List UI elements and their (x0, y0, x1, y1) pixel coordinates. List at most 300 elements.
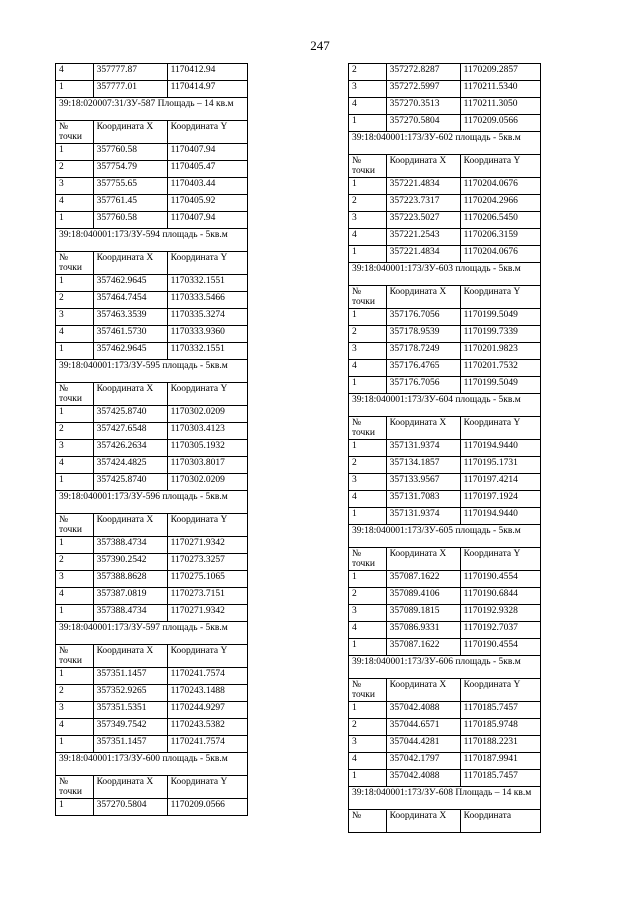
coordinate-x-cell: 357272.5997 (386, 81, 460, 98)
table-row (56, 343, 248, 360)
header-coordinate-y-cell: Координата (460, 810, 540, 833)
point-number-cell: 2 (56, 161, 94, 178)
header-point-number-cell: № точки (349, 155, 387, 178)
point-number-cell: 4 (56, 588, 94, 605)
parcel-title-row (349, 394, 541, 417)
header-coordinate-x-cell: Координата X (93, 776, 167, 799)
table-row (349, 360, 541, 377)
point-number-cell: 2 (56, 423, 94, 440)
point-number-cell: 1 (349, 115, 387, 132)
coordinate-y-cell: 1170211.3050 (460, 98, 540, 115)
point-number-cell: 4 (349, 753, 387, 770)
point-number-cell: 2 (349, 64, 387, 81)
coordinate-x-cell: 357131.9374 (386, 440, 460, 457)
coordinate-y-cell: 1170271.9342 (167, 605, 247, 622)
coordinate-x-cell: 357176.7056 (386, 377, 460, 394)
parcel-title: 39:18:040001:173/ЗУ-597 площадь - 5кв.м (56, 622, 248, 645)
table-header-row (56, 514, 248, 537)
left-column (55, 63, 248, 816)
coordinate-x-cell: 357387.0819 (93, 588, 167, 605)
coordinate-x-cell: 357390.2542 (93, 554, 167, 571)
coordinate-x-cell: 357388.4734 (93, 605, 167, 622)
coordinate-y-cell: 1170335.3274 (167, 309, 247, 326)
table-header-row (349, 417, 541, 440)
left-coordinates-table (55, 63, 248, 816)
coordinate-x-cell: 357176.4765 (386, 360, 460, 377)
point-number-cell: 3 (349, 343, 387, 360)
header-coordinate-x-cell: Координата X (93, 252, 167, 275)
table-row (56, 309, 248, 326)
coordinate-y-cell: 1170206.5450 (460, 212, 540, 229)
coordinate-y-cell: 1170204.2966 (460, 195, 540, 212)
header-coordinate-x-cell: Координата X (386, 548, 460, 571)
point-number-cell: 4 (56, 326, 94, 343)
table-row (56, 161, 248, 178)
coordinate-y-cell: 1170405.47 (167, 161, 247, 178)
point-number-cell: 3 (56, 440, 94, 457)
header-point-number-cell: № точки (56, 383, 94, 406)
coordinate-y-cell: 1170407.94 (167, 212, 247, 229)
point-number-cell: 1 (56, 212, 94, 229)
coordinate-x-cell: 357425.8740 (93, 406, 167, 423)
parcel-title: 39:18:040001:173/ЗУ-603 площадь - 5кв.м (349, 263, 541, 286)
coordinate-x-cell: 357270.5804 (93, 799, 167, 816)
coordinate-y-cell: 1170190.4554 (460, 639, 540, 656)
point-number-cell: 1 (56, 144, 94, 161)
page-number: 247 (310, 38, 330, 53)
table-row (349, 508, 541, 525)
point-number-cell: 2 (56, 292, 94, 309)
point-number-cell: 1 (349, 178, 387, 195)
header-point-number-cell: № точки (56, 776, 94, 799)
coordinate-x-cell: 357777.01 (93, 81, 167, 98)
table-row (56, 275, 248, 292)
coordinate-x-cell: 357044.4281 (386, 736, 460, 753)
header-coordinate-x-cell: Координата X (386, 286, 460, 309)
table-row (56, 212, 248, 229)
point-number-cell: 1 (56, 537, 94, 554)
table-row (349, 571, 541, 588)
point-number-cell: 1 (349, 246, 387, 263)
coordinate-y-cell: 1170241.7574 (167, 736, 247, 753)
header-coordinate-x-cell: Координата X (93, 514, 167, 537)
table-header-row (56, 383, 248, 406)
header-coordinate-y-cell: Координата Y (460, 286, 540, 309)
header-coordinate-y-cell: Координата Y (167, 252, 247, 275)
coordinate-x-cell: 357349.7542 (93, 719, 167, 736)
coordinate-y-cell: 1170244.9297 (167, 702, 247, 719)
table-header-row (56, 776, 248, 799)
point-number-cell: 1 (56, 81, 94, 98)
point-number-cell: 1 (56, 406, 94, 423)
coordinate-x-cell: 357042.4088 (386, 770, 460, 787)
point-number-cell: 1 (349, 440, 387, 457)
coordinate-x-cell: 357223.7317 (386, 195, 460, 212)
coordinate-y-cell: 1170190.4554 (460, 571, 540, 588)
table-row (56, 326, 248, 343)
coordinate-x-cell: 357777.87 (93, 64, 167, 81)
table-header-row (349, 548, 541, 571)
header-coordinate-x-cell: Координата X (386, 810, 460, 833)
coordinate-y-cell: 1170204.0676 (460, 178, 540, 195)
table-row (56, 144, 248, 161)
table-row (56, 799, 248, 816)
header-coordinate-x-cell: Координата X (386, 679, 460, 702)
coordinate-y-cell: 1170241.7574 (167, 668, 247, 685)
coordinate-y-cell: 1170192.7037 (460, 622, 540, 639)
coordinate-y-cell: 1170187.9941 (460, 753, 540, 770)
table-row (349, 457, 541, 474)
header-coordinate-x-cell: Координата X (93, 645, 167, 668)
coordinate-x-cell: 357178.9539 (386, 326, 460, 343)
coordinate-x-cell: 357388.8628 (93, 571, 167, 588)
table-row (56, 292, 248, 309)
point-number-cell: 1 (349, 702, 387, 719)
coordinate-x-cell: 357044.6571 (386, 719, 460, 736)
point-number-cell: 4 (56, 195, 94, 212)
coordinate-y-cell: 1170302.0209 (167, 406, 247, 423)
header-coordinate-x-cell: Координата X (386, 417, 460, 440)
table-row (349, 309, 541, 326)
table-row (349, 195, 541, 212)
header-coordinate-y-cell: Координата Y (460, 155, 540, 178)
coordinate-x-cell: 357760.58 (93, 144, 167, 161)
coordinate-x-cell: 357223.5027 (386, 212, 460, 229)
coordinate-x-cell: 357462.9645 (93, 343, 167, 360)
coordinate-x-cell: 357270.5804 (386, 115, 460, 132)
coordinate-x-cell: 357086.9331 (386, 622, 460, 639)
parcel-title-row (349, 656, 541, 679)
coordinate-y-cell: 1170195.1731 (460, 457, 540, 474)
header-point-number-cell: № точки (349, 417, 387, 440)
table-row (56, 423, 248, 440)
point-number-cell: 4 (56, 64, 94, 81)
coordinate-x-cell: 357462.9645 (93, 275, 167, 292)
point-number-cell: 1 (349, 770, 387, 787)
table-row (56, 178, 248, 195)
parcel-title: 39:18:040001:173/ЗУ-602 площадь - 5кв.м (349, 132, 541, 155)
coordinate-y-cell: 1170199.7339 (460, 326, 540, 343)
table-row (56, 668, 248, 685)
coordinate-x-cell: 357464.7454 (93, 292, 167, 309)
table-header-row (349, 286, 541, 309)
coordinate-y-cell: 1170303.4123 (167, 423, 247, 440)
parcel-title-row (349, 263, 541, 286)
coordinate-y-cell: 1170188.2231 (460, 736, 540, 753)
table-row (56, 81, 248, 98)
point-number-cell: 1 (56, 668, 94, 685)
coordinate-y-cell: 1170185.9748 (460, 719, 540, 736)
point-number-cell: 2 (56, 685, 94, 702)
table-header-row (349, 810, 541, 833)
table-header-row (56, 645, 248, 668)
point-number-cell: 1 (56, 736, 94, 753)
header-point-number-cell: № точки (349, 548, 387, 571)
coordinate-y-cell: 1170275.1065 (167, 571, 247, 588)
point-number-cell: 3 (349, 605, 387, 622)
header-point-number-cell: № точки (56, 252, 94, 275)
parcel-title: 39:18:040001:173/ЗУ-594 площадь - 5кв.м (56, 229, 248, 252)
table-row (349, 115, 541, 132)
point-number-cell: 1 (349, 309, 387, 326)
point-number-cell: 3 (349, 736, 387, 753)
coordinate-x-cell: 357754.79 (93, 161, 167, 178)
coordinate-y-cell: 1170201.9823 (460, 343, 540, 360)
coordinate-x-cell: 357131.7083 (386, 491, 460, 508)
coordinate-x-cell: 357351.1457 (93, 736, 167, 753)
coordinate-y-cell: 1170209.0566 (460, 115, 540, 132)
point-number-cell: 2 (349, 719, 387, 736)
parcel-title-row (56, 753, 248, 776)
header-coordinate-y-cell: Координата Y (167, 121, 247, 144)
table-header-row (349, 679, 541, 702)
point-number-cell: 1 (349, 377, 387, 394)
table-row (349, 474, 541, 491)
header-coordinate-y-cell: Координата Y (167, 514, 247, 537)
table-row (56, 474, 248, 491)
point-number-cell: 1 (56, 605, 94, 622)
point-number-cell: 3 (56, 571, 94, 588)
table-row (349, 377, 541, 394)
coordinate-y-cell: 1170243.1488 (167, 685, 247, 702)
coordinate-x-cell: 357463.3539 (93, 309, 167, 326)
point-number-cell: 4 (56, 719, 94, 736)
coordinate-x-cell: 357388.4734 (93, 537, 167, 554)
coordinate-x-cell: 357272.8287 (386, 64, 460, 81)
table-row (56, 571, 248, 588)
coordinate-y-cell: 1170197.4214 (460, 474, 540, 491)
coordinate-y-cell: 1170305.1932 (167, 440, 247, 457)
parcel-title-row (349, 132, 541, 155)
header-coordinate-x-cell: Координата X (93, 121, 167, 144)
coordinate-y-cell: 1170204.0676 (460, 246, 540, 263)
coordinate-x-cell: 357176.7056 (386, 309, 460, 326)
coordinate-y-cell: 1170199.5049 (460, 309, 540, 326)
point-number-cell: 4 (56, 457, 94, 474)
point-number-cell: 1 (349, 571, 387, 588)
parcel-title: 39:18:040001:173/ЗУ-595 площадь - 5кв.м (56, 360, 248, 383)
table-row (349, 605, 541, 622)
coordinate-y-cell: 1170414.97 (167, 81, 247, 98)
table-row (56, 64, 248, 81)
point-number-cell: 1 (56, 474, 94, 491)
table-row (56, 719, 248, 736)
table-row (349, 246, 541, 263)
coordinate-y-cell: 1170302.0209 (167, 474, 247, 491)
coordinate-x-cell: 357131.9374 (386, 508, 460, 525)
coordinate-x-cell: 357352.9265 (93, 685, 167, 702)
coordinate-x-cell: 357426.2634 (93, 440, 167, 457)
point-number-cell: 3 (349, 212, 387, 229)
coordinate-y-cell: 1170211.5340 (460, 81, 540, 98)
table-row (349, 98, 541, 115)
table-row (56, 554, 248, 571)
point-number-cell: 1 (56, 799, 94, 816)
table-row (349, 702, 541, 719)
header-point-number-cell: № точки (349, 286, 387, 309)
coordinate-y-cell: 1170243.5382 (167, 719, 247, 736)
header-coordinate-y-cell: Координата Y (460, 417, 540, 440)
coordinate-y-cell: 1170273.3257 (167, 554, 247, 571)
coordinate-y-cell: 1170332.1551 (167, 275, 247, 292)
table-row (349, 81, 541, 98)
coordinate-x-cell: 357133.9567 (386, 474, 460, 491)
point-number-cell: 3 (56, 309, 94, 326)
point-number-cell: 2 (349, 326, 387, 343)
coordinate-y-cell: 1170332.1551 (167, 343, 247, 360)
point-number-cell: 3 (349, 474, 387, 491)
coordinate-y-cell: 1170194.9440 (460, 440, 540, 457)
table-row (56, 406, 248, 423)
coordinate-y-cell: 1170199.5049 (460, 377, 540, 394)
table-row (56, 736, 248, 753)
coordinate-x-cell: 357178.7249 (386, 343, 460, 360)
header-point-number-cell: № (349, 810, 387, 833)
coordinate-y-cell: 1170209.0566 (167, 799, 247, 816)
point-number-cell: 3 (56, 178, 94, 195)
coordinate-y-cell: 1170273.7151 (167, 588, 247, 605)
parcel-title: 39:18:040001:173/ЗУ-600 площадь - 5кв.м (56, 753, 248, 776)
coordinate-y-cell: 1170333.9360 (167, 326, 247, 343)
table-row (349, 736, 541, 753)
table-row (56, 605, 248, 622)
coordinate-y-cell: 1170403.44 (167, 178, 247, 195)
parcel-title: 39:18:040001:173/ЗУ-596 площадь - 5кв.м (56, 491, 248, 514)
table-header-row (349, 155, 541, 178)
header-coordinate-y-cell: Координата Y (167, 383, 247, 406)
table-row (349, 212, 541, 229)
coordinate-y-cell: 1170407.94 (167, 144, 247, 161)
coordinate-x-cell: 357042.1797 (386, 753, 460, 770)
coordinate-x-cell: 357042.4088 (386, 702, 460, 719)
header-point-number-cell: № точки (349, 679, 387, 702)
parcel-title: 39:18:040001:173/ЗУ-605 площадь - 5кв.м (349, 525, 541, 548)
coordinate-x-cell: 357424.4825 (93, 457, 167, 474)
header-coordinate-y-cell: Координата Y (167, 645, 247, 668)
coordinate-y-cell: 1170405.92 (167, 195, 247, 212)
coordinate-x-cell: 357427.6548 (93, 423, 167, 440)
coordinate-x-cell: 357089.1815 (386, 605, 460, 622)
coordinate-y-cell: 1170206.3159 (460, 229, 540, 246)
point-number-cell: 4 (349, 98, 387, 115)
coordinate-y-cell: 1170209.2857 (460, 64, 540, 81)
header-point-number-cell: № точки (56, 645, 94, 668)
table-row (349, 588, 541, 605)
point-number-cell: 4 (349, 229, 387, 246)
coordinate-y-cell: 1170185.7457 (460, 702, 540, 719)
coordinate-y-cell: 1170197.1924 (460, 491, 540, 508)
table-row (349, 326, 541, 343)
parcel-title-row (349, 787, 541, 810)
header-coordinate-y-cell: Координата Y (460, 679, 540, 702)
table-row (349, 753, 541, 770)
coordinate-x-cell: 357221.2543 (386, 229, 460, 246)
coordinate-x-cell: 357461.5730 (93, 326, 167, 343)
parcel-title-row (56, 622, 248, 645)
table-row (349, 178, 541, 195)
header-point-number-cell: № точки (56, 514, 94, 537)
point-number-cell: 2 (349, 588, 387, 605)
parcel-title: 39:18:040001:173/ЗУ-604 площадь - 5кв.м (349, 394, 541, 417)
table-row (349, 639, 541, 656)
parcel-title: 39:18:040001:173/ЗУ-608 Площадь – 14 кв.м (349, 787, 541, 810)
parcel-title: 39:18:040001:173/ЗУ-606 площадь - 5кв.м (349, 656, 541, 679)
table-row (349, 343, 541, 360)
coordinate-y-cell: 1170192.9328 (460, 605, 540, 622)
coordinate-x-cell: 357089.4106 (386, 588, 460, 605)
coordinate-x-cell: 357221.4834 (386, 178, 460, 195)
table-row (349, 491, 541, 508)
table-row (56, 195, 248, 212)
right-column (348, 63, 541, 833)
table-row (349, 770, 541, 787)
table-header-row (56, 252, 248, 275)
coordinate-x-cell: 357270.3513 (386, 98, 460, 115)
coordinate-x-cell: 357760.58 (93, 212, 167, 229)
parcel-title-row (56, 491, 248, 514)
right-coordinates-table (348, 63, 541, 833)
table-header-row (56, 121, 248, 144)
coordinate-y-cell: 1170333.5466 (167, 292, 247, 309)
table-row (349, 229, 541, 246)
coordinate-y-cell: 1170412.94 (167, 64, 247, 81)
parcel-title-row (56, 360, 248, 383)
point-number-cell: 1 (349, 639, 387, 656)
point-number-cell: 4 (349, 491, 387, 508)
coordinate-x-cell: 357425.8740 (93, 474, 167, 491)
parcel-title-row (56, 98, 248, 121)
table-row (56, 440, 248, 457)
point-number-cell: 4 (349, 622, 387, 639)
coordinate-x-cell: 357351.5351 (93, 702, 167, 719)
parcel-title: 39:18:020007:31/ЗУ-587 Площадь – 14 кв.м (56, 98, 248, 121)
table-row (56, 537, 248, 554)
coordinate-y-cell: 1170194.9440 (460, 508, 540, 525)
table-row (349, 440, 541, 457)
table-row (56, 685, 248, 702)
coordinate-y-cell: 1170201.7532 (460, 360, 540, 377)
parcel-title-row (349, 525, 541, 548)
coordinate-x-cell: 357134.1857 (386, 457, 460, 474)
header-coordinate-x-cell: Координата X (386, 155, 460, 178)
coordinate-x-cell: 357351.1457 (93, 668, 167, 685)
point-number-cell: 3 (349, 81, 387, 98)
point-number-cell: 2 (349, 457, 387, 474)
table-row (349, 64, 541, 81)
header-coordinate-y-cell: Координата Y (460, 548, 540, 571)
point-number-cell: 1 (349, 508, 387, 525)
coordinate-x-cell: 357087.1622 (386, 639, 460, 656)
point-number-cell: 1 (56, 343, 94, 360)
table-row (349, 622, 541, 639)
point-number-cell: 4 (349, 360, 387, 377)
table-row (56, 588, 248, 605)
header-coordinate-x-cell: Координата X (93, 383, 167, 406)
point-number-cell: 1 (56, 275, 94, 292)
coordinate-x-cell: 357087.1622 (386, 571, 460, 588)
coordinate-x-cell: 357221.4834 (386, 246, 460, 263)
table-row (56, 457, 248, 474)
coordinate-x-cell: 357761.45 (93, 195, 167, 212)
coordinate-y-cell: 1170190.6844 (460, 588, 540, 605)
table-row (56, 702, 248, 719)
point-number-cell: 2 (56, 554, 94, 571)
point-number-cell: 3 (56, 702, 94, 719)
coordinate-y-cell: 1170303.8017 (167, 457, 247, 474)
parcel-title-row (56, 229, 248, 252)
coordinate-x-cell: 357755.65 (93, 178, 167, 195)
coordinate-y-cell: 1170271.9342 (167, 537, 247, 554)
